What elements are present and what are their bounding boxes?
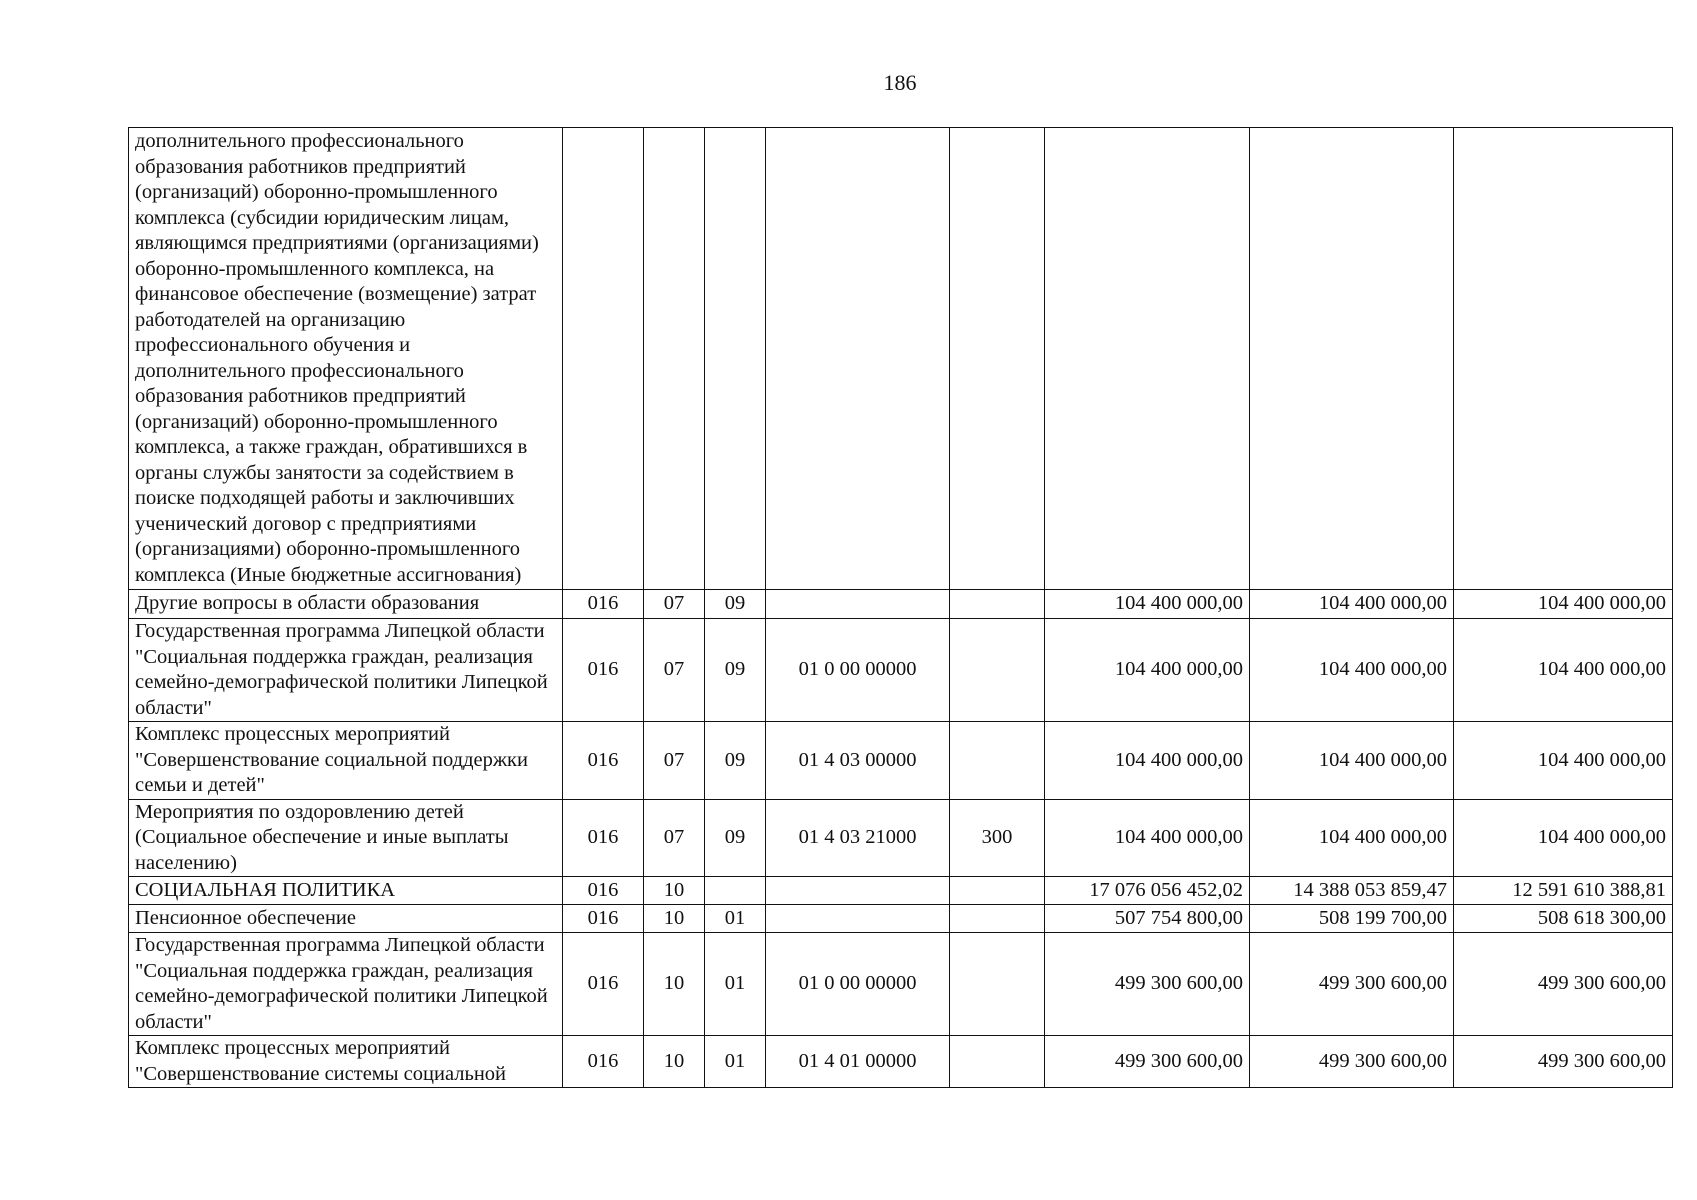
budget-table-body <box>129 128 1673 1088</box>
amount-year1-cell: 499 300 600,00 <box>1045 933 1250 1036</box>
subsection-code-cell: 09 <box>705 619 766 722</box>
expense-type-cell <box>950 590 1045 619</box>
amount-year3-cell: 508 618 300,00 <box>1454 905 1673 933</box>
expense-type-cell <box>950 1036 1045 1088</box>
section-code-cell <box>644 128 705 590</box>
target-article-cell: 01 4 01 00000 <box>766 1036 950 1088</box>
amount-year3-cell: 104 400 000,00 <box>1454 590 1673 619</box>
amount-year1-cell: 104 400 000,00 <box>1045 590 1250 619</box>
amount-year3-cell: 12 591 610 388,81 <box>1454 877 1673 905</box>
name-cell: дополнительного профессионального образования работников предприятий (организаций) оборонно-промышленного комплекса (субсидии юридическим лицам, являющимся предприятиями (организациями) оборонно-промышленного комплекса, на финансовое обеспечение (возмещение) затрат работодателей на организацию профессионального обучения и дополнительного профессионального образования работников предприятий (организаций) оборонно-промышленного комплекса, а также граждан, обратившихся в органы службы занятости за содействием в поиске подходящей работы и заключивших ученический договор с предприятиями (организациями) оборонно-промышленного комплекса (Иные бюджетные ассигнования) <box>129 128 563 590</box>
expense-type-cell <box>950 722 1045 800</box>
ministry-code-cell: 016 <box>563 877 644 905</box>
section-code-cell: 10 <box>644 1036 705 1088</box>
ministry-code-cell: 016 <box>563 722 644 800</box>
budget-table <box>128 127 1673 1088</box>
amount-year3-cell: 104 400 000,00 <box>1454 619 1673 722</box>
subsection-code-cell <box>705 877 766 905</box>
subsection-code-cell: 09 <box>705 722 766 800</box>
amount-year3-cell: 104 400 000,00 <box>1454 799 1673 877</box>
subsection-code-cell: 09 <box>705 799 766 877</box>
expense-type-cell: 300 <box>950 799 1045 877</box>
table-row <box>129 905 1673 933</box>
target-article-cell: 01 4 03 21000 <box>766 799 950 877</box>
amount-year3-cell: 499 300 600,00 <box>1454 933 1673 1036</box>
subsection-code-cell: 09 <box>705 590 766 619</box>
table-row <box>129 619 1673 722</box>
amount-year2-cell: 499 300 600,00 <box>1250 933 1454 1036</box>
name-cell: Государственная программа Липецкой области "Социальная поддержка граждан, реализация семейно-демографической политики Липецкой области" <box>129 933 563 1036</box>
name-cell: Мероприятия по оздоровлению детей (Социальное обеспечение и иные выплаты населению) <box>129 799 563 877</box>
expense-type-cell <box>950 905 1045 933</box>
amount-year2-cell: 104 400 000,00 <box>1250 799 1454 877</box>
ministry-code-cell: 016 <box>563 799 644 877</box>
name-cell: Другие вопросы в области образования <box>129 590 563 619</box>
section-code-cell: 07 <box>644 722 705 800</box>
target-article-cell <box>766 590 950 619</box>
expense-type-cell <box>950 933 1045 1036</box>
table-row <box>129 933 1673 1036</box>
target-article-cell: 01 0 00 00000 <box>766 933 950 1036</box>
table-row <box>129 590 1673 619</box>
target-article-cell: 01 4 03 00000 <box>766 722 950 800</box>
ministry-code-cell: 016 <box>563 619 644 722</box>
subsection-code-cell: 01 <box>705 905 766 933</box>
section-code-cell: 10 <box>644 905 705 933</box>
table-row <box>129 799 1673 877</box>
subsection-code-cell <box>705 128 766 590</box>
section-code-cell: 10 <box>644 933 705 1036</box>
amount-year1-cell: 104 400 000,00 <box>1045 799 1250 877</box>
ministry-code-cell: 016 <box>563 1036 644 1088</box>
amount-year3-cell <box>1454 128 1673 590</box>
subsection-code-cell: 01 <box>705 933 766 1036</box>
amount-year2-cell <box>1250 128 1454 590</box>
target-article-cell <box>766 877 950 905</box>
expense-type-cell <box>950 128 1045 590</box>
amount-year1-cell: 104 400 000,00 <box>1045 619 1250 722</box>
amount-year3-cell: 499 300 600,00 <box>1454 1036 1673 1088</box>
amount-year1-cell <box>1045 128 1250 590</box>
amount-year2-cell: 14 388 053 859,47 <box>1250 877 1454 905</box>
amount-year2-cell: 104 400 000,00 <box>1250 590 1454 619</box>
subsection-code-cell: 01 <box>705 1036 766 1088</box>
ministry-code-cell <box>563 128 644 590</box>
ministry-code-cell: 016 <box>563 905 644 933</box>
amount-year1-cell: 17 076 056 452,02 <box>1045 877 1250 905</box>
target-article-cell <box>766 905 950 933</box>
section-code-cell: 10 <box>644 877 705 905</box>
name-cell: Комплекс процессных мероприятий "Совершенствование системы социальной <box>129 1036 563 1088</box>
amount-year1-cell: 507 754 800,00 <box>1045 905 1250 933</box>
amount-year2-cell: 499 300 600,00 <box>1250 1036 1454 1088</box>
expense-type-cell <box>950 877 1045 905</box>
amount-year1-cell: 499 300 600,00 <box>1045 1036 1250 1088</box>
amount-year2-cell: 104 400 000,00 <box>1250 619 1454 722</box>
amount-year2-cell: 104 400 000,00 <box>1250 722 1454 800</box>
table-row <box>129 877 1673 905</box>
target-article-cell <box>766 128 950 590</box>
target-article-cell: 01 0 00 00000 <box>766 619 950 722</box>
ministry-code-cell: 016 <box>563 590 644 619</box>
ministry-code-cell: 016 <box>563 933 644 1036</box>
amount-year1-cell: 104 400 000,00 <box>1045 722 1250 800</box>
table-row <box>129 722 1673 800</box>
name-cell: СОЦИАЛЬНАЯ ПОЛИТИКА <box>129 877 563 905</box>
name-cell: Комплекс процессных мероприятий "Совершенствование социальной поддержки семьи и детей" <box>129 722 563 800</box>
name-cell: Пенсионное обеспечение <box>129 905 563 933</box>
expense-type-cell <box>950 619 1045 722</box>
section-code-cell: 07 <box>644 619 705 722</box>
table-row <box>129 128 1673 590</box>
amount-year2-cell: 508 199 700,00 <box>1250 905 1454 933</box>
page-number: 186 <box>883 70 917 95</box>
amount-year3-cell: 104 400 000,00 <box>1454 722 1673 800</box>
section-code-cell: 07 <box>644 799 705 877</box>
section-code-cell: 07 <box>644 590 705 619</box>
table-row <box>129 1036 1673 1088</box>
name-cell: Государственная программа Липецкой области "Социальная поддержка граждан, реализация семейно-демографической политики Липецкой области" <box>129 619 563 722</box>
